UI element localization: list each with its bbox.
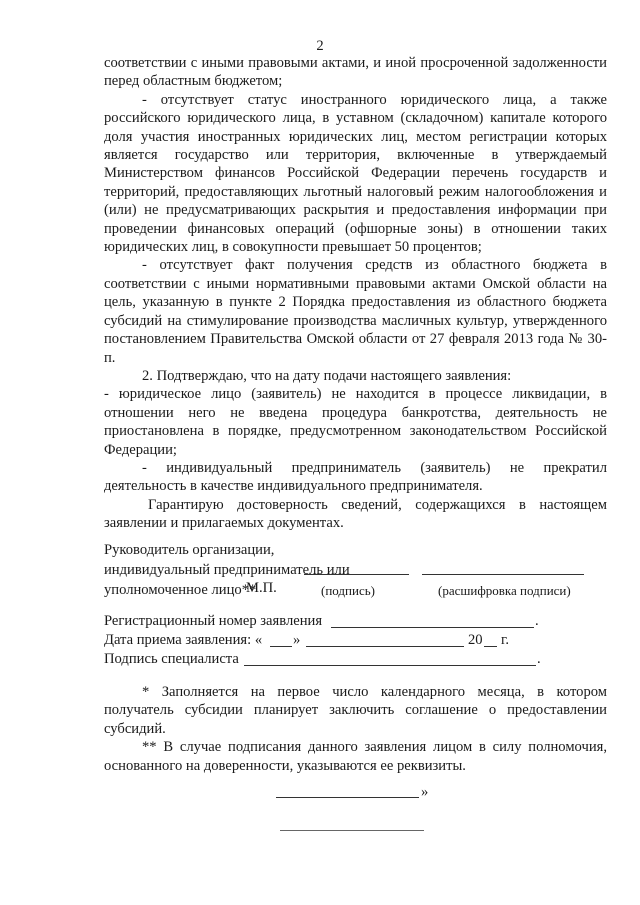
specialist-signature-field[interactable] [244, 665, 536, 666]
bottom-line [280, 830, 424, 831]
footnote: * Заполняется на первое число календарного месяца, в котором получатель субсидии планирует заключить соглашение о предоставлении субсидий. [104, 684, 607, 737]
date-label: Дата приема заявления: « [104, 632, 263, 648]
body-text [104, 54, 607, 533]
paragraph: - отсутствует факт получения средств из областного бюджета в соответствии с иными нормативными правовыми актами Омской области на цель, указанную в пункте 2 Порядка предоставления из областного бюджета субсидий на стимулирование производства масличных культур, утвержденного постановлением Правительства Омской области от 27 февраля 2013 года № 30-п. [104, 257, 607, 366]
date-month-field[interactable] [306, 646, 464, 647]
reg-number-label: Регистрационный номер заявления [104, 613, 323, 629]
signature-caption: (подпись) [321, 583, 375, 598]
paragraph: - юридическое лицо (заявитель) не находится в процессе ликвидации, в отношении него не введена процедура банкротства, деятельность не приостановлена в порядке, предусмотренном законодательством Российской Федерации; [104, 386, 607, 458]
date-quote-close: » [293, 632, 301, 648]
signature-decode-line[interactable] [422, 574, 584, 575]
closing-line [276, 797, 419, 798]
paragraph: Гарантирую достоверность сведений, содержащихся в настоящем заявлении и прилагаемых документах. [104, 496, 607, 532]
footnotes [104, 683, 607, 775]
signature-block [104, 540, 350, 600]
signatory-line: индивидуальный предприниматель или [104, 562, 350, 578]
paragraph: 2. Подтверждаю, что на дату подачи настоящего заявления: [142, 367, 512, 384]
reg-number-field[interactable] [331, 627, 534, 628]
date-year-prefix: 20 [468, 632, 483, 648]
decode-caption: (расшифровка подписи) [438, 583, 571, 598]
paragraph: - индивидуальный предприниматель (заявитель) не прекратил деятельность в качестве индивидуального предпринимателя. [104, 459, 607, 495]
specialist-label: Подпись специалиста [104, 651, 239, 667]
date-day-field[interactable] [270, 646, 292, 647]
page-number: 2 [316, 38, 324, 54]
footnote: ** В случае подписания данного заявления лицом в силу полномочия, основанного на доверенности, указываются ее реквизиты. [104, 739, 607, 774]
signatory-line: уполномоченное лицо** [104, 582, 257, 598]
date-year-field[interactable] [484, 646, 497, 647]
signatory-line: Руководитель организации, [104, 542, 275, 558]
paragraph: соответствии с иными правовыми актами, и иной просроченной задолженности перед областным бюджетом; [104, 55, 607, 90]
closing-mark: » [421, 784, 429, 800]
signature-line[interactable] [304, 574, 409, 575]
stamp-place-label: М.П. [246, 580, 277, 596]
specialist-end: . [537, 651, 541, 667]
date-year-suffix: г. [501, 632, 509, 648]
reg-end: . [535, 613, 539, 629]
paragraph: - отсутствует статус иностранного юридического лица, а также российского юридического лица, в уставном (складочном) капитале которого доля участия иностранных юридических лиц, местом регистрации которых является государство или территория, включенные в утверждаемый Министерством финансов Российской Федерации перечень государств и территорий, предоставляющих льготный налоговый режим налогообложения и (или) не предусматривающих раскрытия и предоставления информации при проведении финансовых операций (офшорные зоны) в отношении таких юридических лиц, в совокупности превышает 50 процентов; [104, 91, 607, 256]
